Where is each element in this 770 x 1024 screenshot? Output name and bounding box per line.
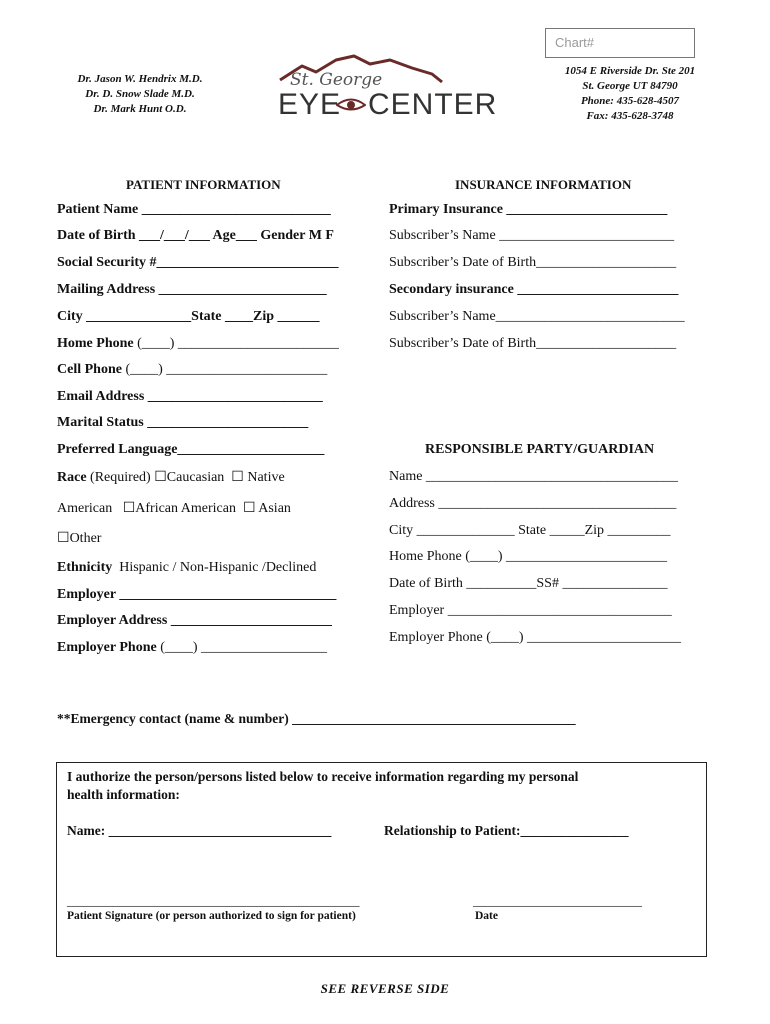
chart-number-field[interactable] <box>545 28 695 58</box>
race-row <box>57 469 285 486</box>
ethnicity-row[interactable] <box>57 560 316 576</box>
employer-phone-label: Employer Phone <box>57 640 157 655</box>
email-address-field[interactable]: Email Address _________________________ <box>57 389 323 404</box>
race-row-2 <box>57 500 291 517</box>
guardian-home-phone-field[interactable]: Home Phone (____) _______________________ <box>389 549 668 564</box>
authorization-box <box>56 762 707 957</box>
race-native-label: Native <box>247 470 285 485</box>
see-reverse-side-note: SEE REVERSE SIDE <box>320 981 450 996</box>
cell-phone-label: Cell Phone <box>57 362 122 377</box>
doctor-list <box>40 72 240 117</box>
emergency-contact-field[interactable]: **Emergency contact (name & number) __________________________________________ <box>57 711 576 726</box>
guardian-address-field[interactable]: Address __________________________________ <box>389 496 677 511</box>
primary-insurance-field[interactable]: Primary Insurance _______________________ <box>389 202 668 217</box>
logo-center: CENTER <box>368 88 498 121</box>
race-row-3 <box>57 530 101 547</box>
race-caucasian-label: Caucasian <box>166 470 225 485</box>
address-line: 1054 E Riverside Dr. Ste 201 <box>564 65 696 77</box>
doctor-name: Dr. D. Snow Slade M.D. <box>85 88 195 100</box>
checkbox-other[interactable]: ☐ <box>57 531 70 546</box>
employer-field[interactable]: Employer _______________________________ <box>57 587 337 602</box>
ethnicity-options: Hispanic / Non-Hispanic /Declined <box>119 560 317 575</box>
home-phone-line: (____) _______________________ <box>137 336 339 351</box>
subscriber-name-field[interactable]: Subscriber’s Name _________________________ <box>389 228 675 243</box>
chart-number-label: Chart# <box>555 35 595 50</box>
responsible-party-heading: RESPONSIBLE PARTY/GUARDIAN <box>425 442 655 457</box>
signature-line[interactable]: _____________________________________________ <box>67 893 360 908</box>
secondary-insurance-field[interactable]: Secondary insurance _______________________ <box>389 282 679 297</box>
clinic-logo <box>272 52 498 124</box>
doctor-name: Dr. Jason W. Hendrix M.D. <box>77 73 203 85</box>
city-state-zip-field[interactable]: City _______________State ____Zip ______ <box>57 309 320 324</box>
authorized-name-field[interactable]: Name: _________________________________ <box>67 823 332 838</box>
clinic-address <box>540 64 720 124</box>
address-line: St. George UT 84790 <box>582 80 678 92</box>
logo-st-george: St. George <box>290 70 383 90</box>
ethnicity-label: Ethnicity <box>57 560 113 575</box>
cell-phone-field[interactable] <box>57 362 327 378</box>
race-african-american-label: African American <box>135 501 236 516</box>
relationship-field[interactable]: Relationship to Patient:________________ <box>384 823 629 838</box>
fax-line: Fax: 435-628-3748 <box>586 110 674 122</box>
doctor-name: Dr. Mark Hunt O.D. <box>93 103 187 115</box>
home-phone-label: Home Phone <box>57 336 134 351</box>
mailing-address-field[interactable]: Mailing Address ________________________ <box>57 282 327 297</box>
authorization-text-line1: I authorize the person/persons listed below to receive information regarding my personal <box>67 769 579 784</box>
checkbox-native-american[interactable]: ☐ <box>231 470 244 485</box>
home-phone-field[interactable] <box>57 336 339 352</box>
race-american-label: American <box>57 501 113 516</box>
employer-address-field[interactable]: Employer Address _______________________ <box>57 613 332 628</box>
patient-name-field[interactable]: Patient Name ___________________________ <box>57 202 331 217</box>
insurance-info-heading: INSURANCE INFORMATION <box>455 177 632 192</box>
signature-label: Patient Signature (or person authorized to sign for patient) <box>67 910 356 922</box>
patient-info-heading: PATIENT INFORMATION <box>126 177 281 192</box>
checkbox-asian[interactable]: ☐ <box>242 501 256 516</box>
date-label: Date <box>475 910 498 922</box>
guardian-city-field[interactable]: City ______________ State _____Zip _________ <box>389 523 671 538</box>
guardian-employer-field[interactable]: Employer ________________________________ <box>389 603 672 618</box>
preferred-language-field[interactable]: Preferred Language_____________________ <box>57 442 325 457</box>
authorization-text-line2: health information: <box>67 787 180 802</box>
social-security-field[interactable]: Social Security #__________________________ <box>57 255 339 270</box>
date-line[interactable]: __________________________ <box>473 893 642 908</box>
phone-line: Phone: 435-628-4507 <box>580 95 680 107</box>
race-required: (Required) <box>90 470 151 485</box>
checkbox-african-american[interactable]: ☐ <box>122 501 136 516</box>
subscriber-name-2-field[interactable]: Subscriber’s Name___________________________ <box>389 309 685 324</box>
marital-status-field[interactable]: Marital Status _______________________ <box>57 415 309 430</box>
guardian-name-field[interactable]: Name ____________________________________ <box>389 469 678 484</box>
race-asian-label: Asian <box>258 501 291 516</box>
logo-eye: EYE <box>278 88 342 121</box>
cell-phone-line: (____) _______________________ <box>125 362 328 377</box>
subscriber-dob-field[interactable]: Subscriber’s Date of Birth____________________ <box>389 255 677 270</box>
employer-phone-field[interactable] <box>57 640 327 656</box>
employer-phone-line: (____) __________________ <box>160 640 328 655</box>
race-other-label: Other <box>69 531 102 546</box>
guardian-employer-phone-field[interactable]: Employer Phone (____) ______________________ <box>389 630 682 645</box>
race-label: Race <box>57 470 87 485</box>
guardian-dob-ssn-field[interactable]: Date of Birth __________SS# _______________ <box>389 576 668 591</box>
subscriber-dob-2-field[interactable]: Subscriber’s Date of Birth____________________ <box>389 336 677 351</box>
checkbox-caucasian[interactable]: ☐ <box>154 470 167 485</box>
eye-icon <box>336 96 366 114</box>
date-of-birth-field[interactable]: Date of Birth ___/___/___ Age___ Gender M F <box>57 228 334 243</box>
